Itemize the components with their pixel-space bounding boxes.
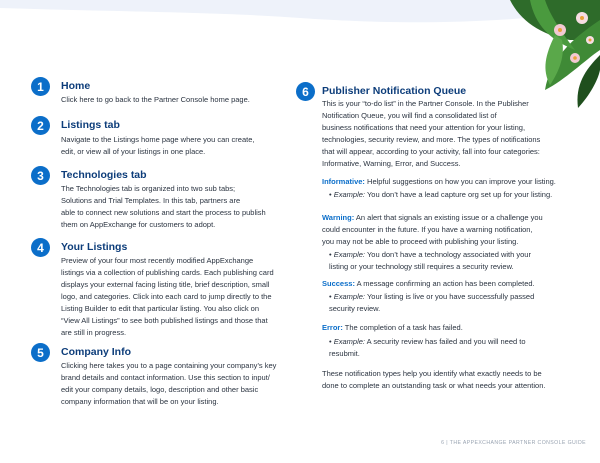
flower-icon xyxy=(586,36,594,44)
warning-example: • Example: You don’t have a technology associated with your listing or your technology still requires a security review. xyxy=(329,250,531,271)
flower-icon xyxy=(576,12,588,24)
success-example: • Example: Your listing is live or you have successfully passed security review. xyxy=(329,292,535,313)
listings-tab-description: Navigate to the Listings home page where you can create, edit, or view all of your listings in one place. xyxy=(61,135,255,156)
step-number-1: 1 xyxy=(31,77,50,96)
step-number-6: 6 xyxy=(296,82,315,101)
flower-icon xyxy=(554,24,566,36)
step-number-3: 3 xyxy=(31,166,50,185)
informative-example: • Example: You don’t have a lead capture org set up for your listing. xyxy=(329,190,553,199)
closing-paragraph: These notification types help you identify what exactly needs to be done to complete an outstanding task or what needs your attention. xyxy=(322,369,546,390)
informative-label: Informative: xyxy=(322,177,365,186)
your-listings-heading: Your Listings xyxy=(61,241,128,253)
publisher-queue-heading: Publisher Notification Queue xyxy=(322,85,467,97)
step-number-4: 4 xyxy=(31,238,50,257)
flower-icon xyxy=(570,53,580,63)
home-description: Click here to go back to the Partner Console home page. xyxy=(61,95,250,104)
company-info-description: Clicking here takes you to a page containing your company’s key brand details and contact information. Use this section to input/ edit your company details, logo, description and other basic company information that will be on your listing. xyxy=(61,361,277,406)
company-info-heading: Company Info xyxy=(61,346,131,358)
step-number-5: 5 xyxy=(31,343,50,362)
technologies-tab-description: The Technologies tab is organized into two sub tabs; Solutions and Trial Templates. In this tab, partners are able to connect new solutions and start the process to publish them on AppExchange for customers to adopt. xyxy=(61,184,266,229)
step-number-2: 2 xyxy=(31,116,50,135)
home-heading: Home xyxy=(61,80,91,92)
warning-label: Warning: xyxy=(322,213,355,222)
error-label: Error: xyxy=(322,323,343,332)
warning-notification: Warning: An alert that signals an existing issue or a challenge you could encounter in the future. If you have a warning notification, you may not be able to proceed with publishing your listing. xyxy=(322,213,543,246)
error-notification: Error: The completion of a task has failed. xyxy=(322,323,463,332)
your-listings-description: Preview of your four most recently modified AppExchange listings via a collection of publishing cards. Each publishing card displays your external facing listing title, brief description, small logo, and categories. Click into each card to jump directly to the Listing Builder to edit that particular listing. You also click on “View All Listings” to see both published listings and those that are still in progress. xyxy=(61,256,274,337)
success-label: Success: xyxy=(322,279,355,288)
informative-notification: Informative: Helpful suggestions on how you can improve your listing. xyxy=(322,177,556,186)
page-footer: 6 | THE APPEXCHANGE PARTNER CONSOLE GUIDE xyxy=(441,440,586,446)
foliage-decoration xyxy=(450,0,600,110)
publisher-queue-description: This is your “to-do list” in the Partner Console. In the Publisher Notification Queue, you will find a consolidated list of business notifications that need your attention for your listing, technologies, security review, and more. The types of notifications that will appear, according to your activity, fall into four categories: Informative, Warning, Error, and Success. xyxy=(322,99,541,168)
error-example: • Example: A security review has failed and you will need to resubmit. xyxy=(329,337,526,358)
success-notification: Success: A message confirming an action has been completed. xyxy=(322,279,535,288)
technologies-tab-heading: Technologies tab xyxy=(61,169,147,181)
listings-tab-heading: Listings tab xyxy=(61,119,120,131)
